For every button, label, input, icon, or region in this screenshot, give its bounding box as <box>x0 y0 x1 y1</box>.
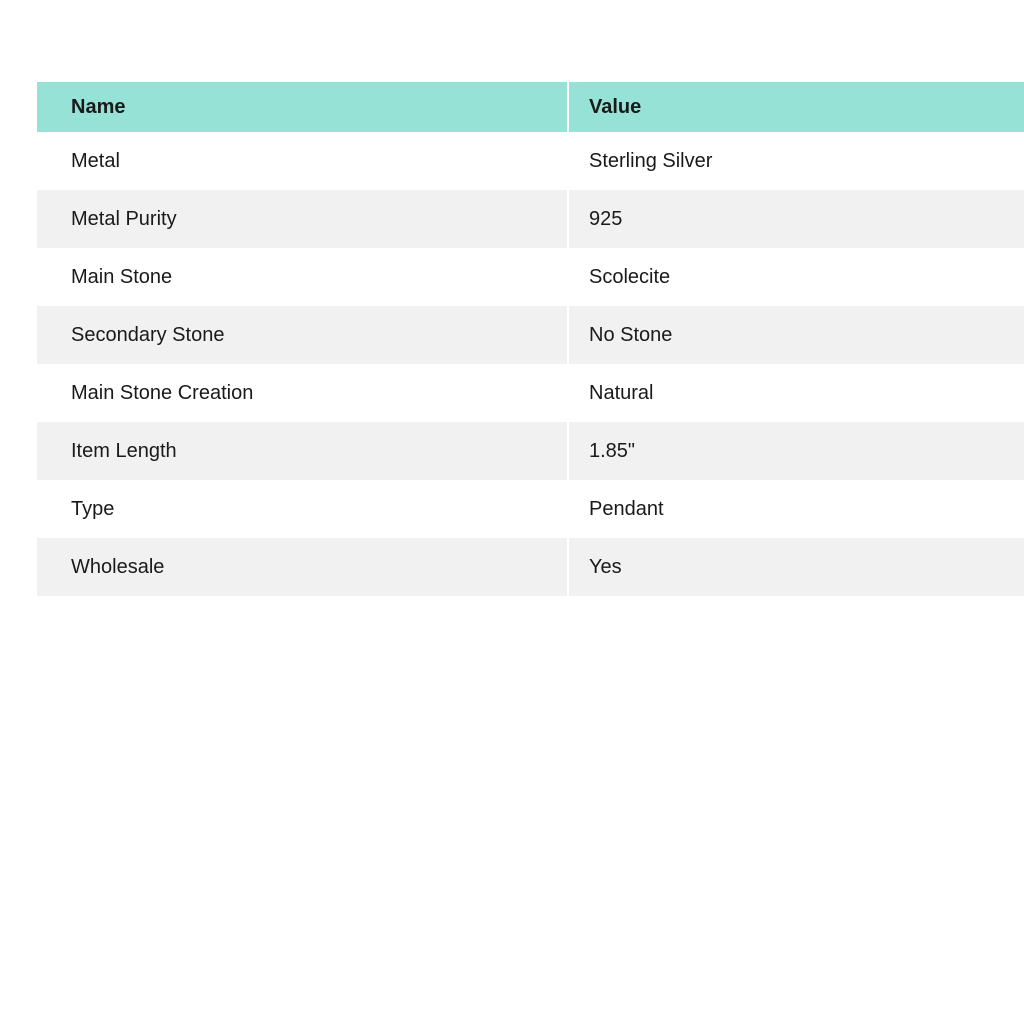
spec-name-cell: Metal <box>37 132 569 190</box>
table-row <box>37 364 1024 422</box>
spec-value-cell: Pendant <box>569 480 1024 538</box>
spec-name-cell: Main Stone Creation <box>37 364 569 422</box>
spec-value-cell: 1.85" <box>569 422 1024 480</box>
table-head <box>37 82 1024 132</box>
table-row <box>37 248 1024 306</box>
spec-name-cell: Main Stone <box>37 248 569 306</box>
spec-name-cell: Wholesale <box>37 538 569 596</box>
spec-name-cell: Item Length <box>37 422 569 480</box>
spec-value-cell: 925 <box>569 190 1024 248</box>
table-row <box>37 422 1024 480</box>
table-body <box>37 132 1024 596</box>
spec-name-cell: Metal Purity <box>37 190 569 248</box>
table-row <box>37 190 1024 248</box>
table-row <box>37 480 1024 538</box>
spec-value-cell: Scolecite <box>569 248 1024 306</box>
column-header-name: Name <box>37 82 569 132</box>
column-header-value: Value <box>569 82 1024 132</box>
table-row <box>37 132 1024 190</box>
table-row <box>37 306 1024 364</box>
spec-value-cell: Sterling Silver <box>569 132 1024 190</box>
table-header-row <box>37 82 1024 132</box>
product-specs-table <box>37 82 1024 596</box>
spec-value-cell: No Stone <box>569 306 1024 364</box>
table-row <box>37 538 1024 596</box>
spec-name-cell: Type <box>37 480 569 538</box>
spec-value-cell: Yes <box>569 538 1024 596</box>
spec-name-cell: Secondary Stone <box>37 306 569 364</box>
spec-value-cell: Natural <box>569 364 1024 422</box>
